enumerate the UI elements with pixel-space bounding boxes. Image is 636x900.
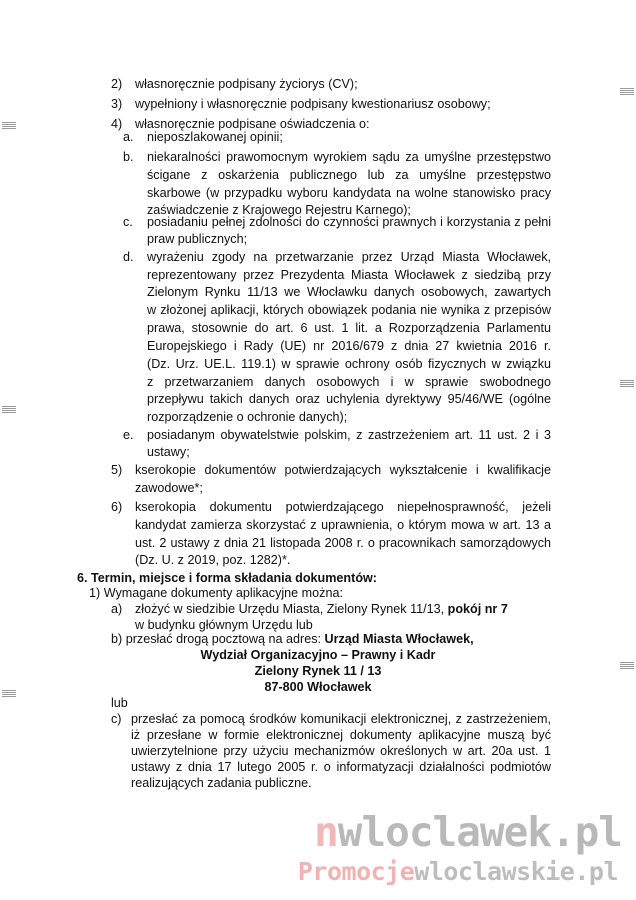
option-text-regular: b) przesłać drogą pocztową na adres: bbox=[111, 632, 325, 646]
sublist-letter: c. bbox=[123, 215, 133, 229]
room-number: pokój nr 7 bbox=[447, 602, 508, 616]
scan-mark bbox=[620, 380, 634, 389]
sublist-text: przepływu takich danych oraz uchylenia dyrektywy 95/46/WE (ogólne bbox=[147, 392, 551, 406]
list-number: 6) bbox=[111, 500, 123, 514]
list-item-text: (Dz. U. z 2019, poz. 1282)*. bbox=[135, 553, 291, 567]
watermark-text: wloclawskie.pl bbox=[414, 857, 618, 886]
option-text bbox=[135, 602, 508, 617]
address-line: Wydział Organizacyjno – Prawny i Kadr bbox=[200, 648, 436, 662]
list-item-text: własnoręcznie podpisany życiorys (CV); bbox=[135, 77, 358, 91]
watermark-text: wloclawek.pl bbox=[337, 808, 622, 856]
option-letter: a) bbox=[111, 602, 123, 616]
list-number: 5) bbox=[111, 463, 123, 477]
option-text-regular: złożyć w siedzibie Urzędu Miasta, Zielony Rynek 11/13, bbox=[135, 602, 448, 616]
list-item-text: kserokopie dokumentów potwierdzających wykształcenie i kwalifikacje bbox=[135, 463, 551, 477]
sublist-text: rozporządzenie o ochronie danych); bbox=[147, 410, 348, 424]
sublist-text: ustawy; bbox=[147, 445, 190, 459]
list-number: 2) bbox=[111, 77, 123, 91]
list-item-text: kserokopia dokumentu potwierdzającego niepełnosprawność, jeżeli bbox=[135, 500, 551, 514]
scan-mark bbox=[2, 122, 16, 131]
sublist-text: wyrażeniu zgody na przetwarzanie przez Urząd Miasta Włocławek, bbox=[147, 250, 551, 264]
list-number: 4) bbox=[111, 117, 123, 131]
address-line: Zielony Rynek 11 / 13 bbox=[254, 664, 382, 678]
sublist-text: ścigane z oskarżenia publicznego lub za umyślne przestępstwo bbox=[147, 168, 551, 182]
option-text: iż przesłane w formie elektronicznej dokumenty aplikacyjne muszą być bbox=[131, 728, 551, 742]
scan-mark bbox=[2, 406, 16, 415]
sublist-text: Europejskiego i Rady (UE) nr 2016/679 z dnia 27 kwietnia 2016 r. bbox=[147, 339, 551, 353]
scan-mark bbox=[620, 88, 634, 97]
sublist-letter: d. bbox=[123, 250, 134, 264]
sublist-text: skarbowe (w przypadku wyboru kandydata na wolne stanowisko pracy bbox=[147, 186, 551, 200]
sublist-letter: e. bbox=[123, 428, 134, 442]
watermark-accent: Promocje bbox=[297, 857, 415, 886]
sublist-text: niekaralności prawomocnym wyrokiem sądu za umyślne przestępstwo bbox=[147, 150, 551, 164]
list-item-text: zawodowe*; bbox=[135, 481, 203, 495]
option-text: ustawy z dnia 17 lutego 2005 r. o informatyzacji działalności podmiotów bbox=[131, 760, 551, 774]
sublist-text: Zielonym Rynku 11/13 we Włocławku danych osobowych, zawartych bbox=[147, 285, 551, 299]
scan-mark bbox=[2, 690, 16, 699]
sublist-text: posiadanym obywatelstwie polskim, z zastrzeżeniem art. 11 ust. 2 i 3 bbox=[147, 428, 551, 442]
scan-mark bbox=[620, 662, 634, 671]
connector-text: lub bbox=[111, 696, 128, 710]
option-text bbox=[111, 632, 474, 647]
list-item-text: kandydat zamierza skorzystać z uprawnienia, o którym mowa w art. 13 a bbox=[135, 518, 551, 532]
sublist-text: prawa, stosownie do art. 6 ust. 1 lit. a Rozporządzenia Parlamentu bbox=[147, 321, 551, 335]
sublist-text: reprezentowany przez Prezydenta Miasta Włocławek z siedzibą przy bbox=[147, 268, 551, 282]
sublist-letter: a. bbox=[123, 130, 134, 144]
address-line: 87-800 Włocławek bbox=[264, 680, 372, 694]
sublist-text: praw publicznych; bbox=[147, 232, 248, 246]
sublist-text: posiadaniu pełnej zdolności do czynności prawnych i korzystania z pełni bbox=[147, 215, 551, 229]
section-heading: 6. Termin, miejsce i forma składania dokumentów: bbox=[77, 571, 378, 585]
list-item-text: wypełniony i własnoręcznie podpisany kwestionariusz osobowy; bbox=[135, 97, 491, 111]
option-text: realizujących zadania publiczne. bbox=[131, 776, 312, 790]
sublist-text: zaświadczenie z Krajowego Rejestru Karnego); bbox=[147, 203, 411, 217]
sublist-letter: b. bbox=[123, 150, 134, 164]
option-text: w budynku głównym Urzędu lub bbox=[135, 618, 313, 632]
sublist-text: (Dz. Urz. UE.L. 119.1) w sprawie ochrony osób fizycznych w związku bbox=[147, 357, 551, 371]
option-letter: c) bbox=[111, 712, 122, 726]
office-name: Urząd Miasta Włocławek, bbox=[324, 632, 474, 646]
watermark-accent: n bbox=[314, 808, 338, 856]
sublist-text: nieposzlakowanej opinii; bbox=[147, 130, 283, 144]
watermark-domain bbox=[314, 810, 622, 854]
option-text: przesłać za pomocą środków komunikacji elektronicznej, z zastrzeżeniem, bbox=[131, 712, 551, 726]
sublist-text: z przetwarzaniem danych osobowych i w sprawie swobodnego bbox=[147, 375, 551, 389]
watermark-promo bbox=[298, 857, 618, 887]
section-item: 1) Wymagane dokumenty aplikacyjne można: bbox=[89, 586, 343, 600]
sublist-text: w złożonej aplikacji, których obowiązek podania nie wynika z przepisów bbox=[147, 303, 551, 317]
option-text: uwierzytelnione przy użyciu mechanizmów określonych w art. 20a ust. 1 bbox=[131, 744, 551, 758]
list-number: 3) bbox=[111, 97, 123, 111]
list-item-text: własnoręcznie podpisane oświadczenia o: bbox=[135, 117, 370, 131]
list-item-text: ust. 2 ustawy z dnia 21 listopada 2008 r. o pracownikach samorządowych bbox=[135, 536, 551, 550]
